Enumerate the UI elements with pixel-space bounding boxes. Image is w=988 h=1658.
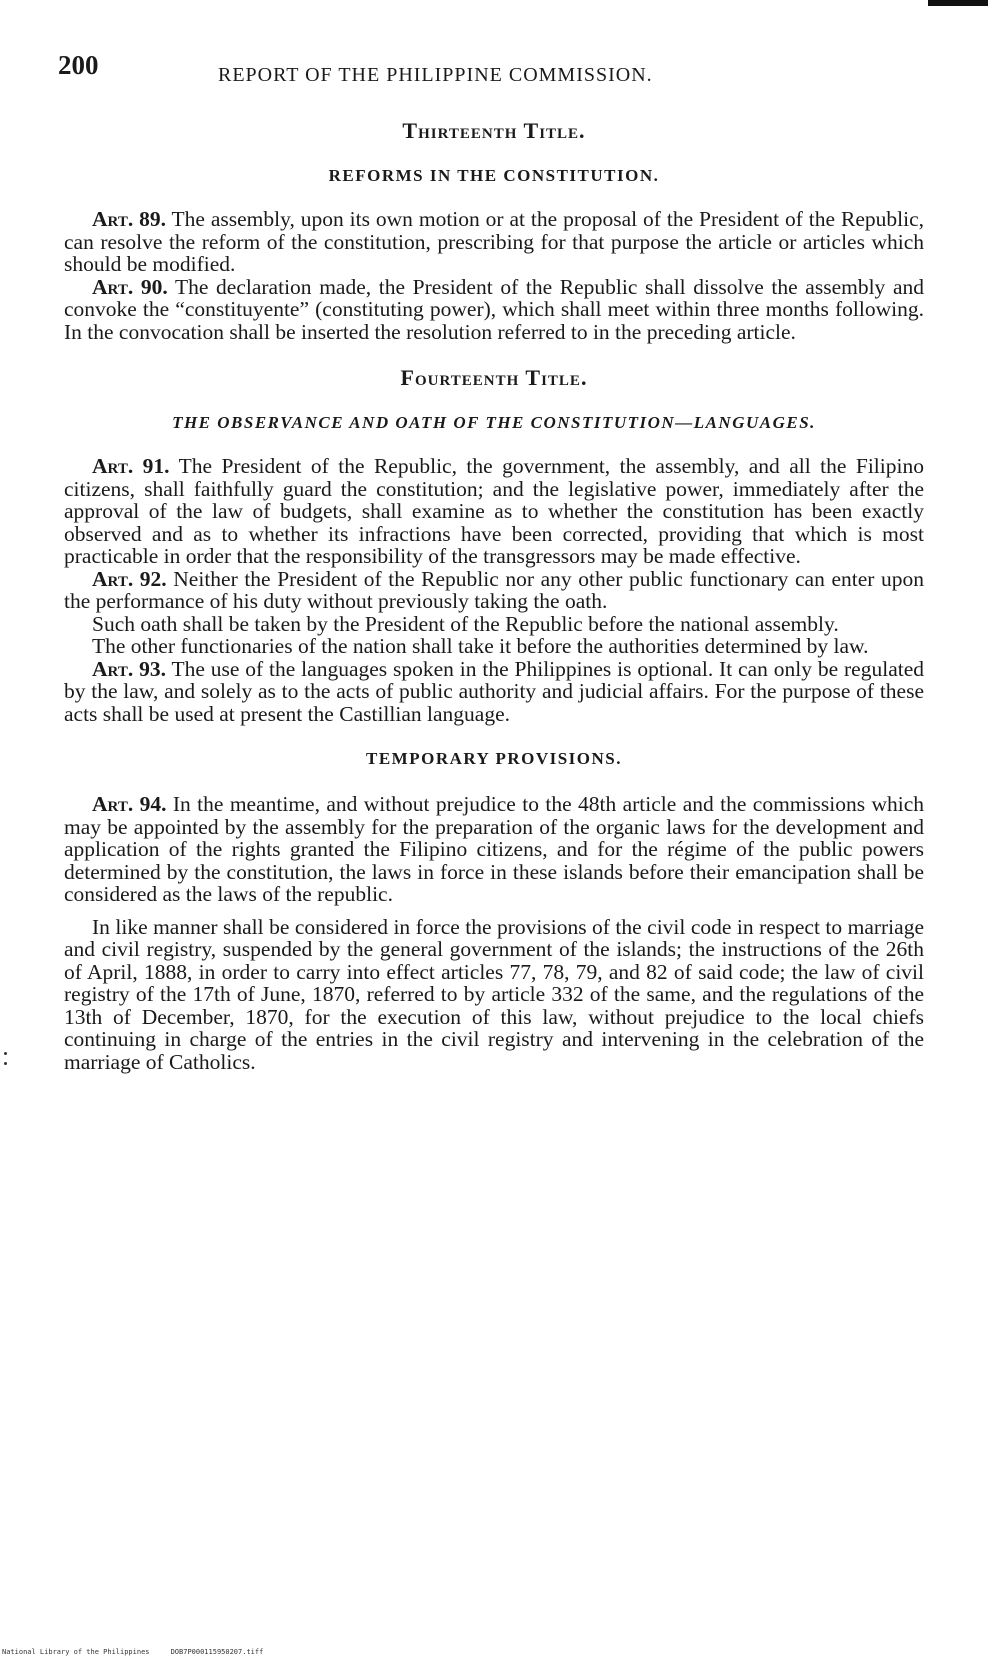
scan-artifact <box>928 0 988 6</box>
paragraph-text: In like manner shall be considered in force the provisions of the civil code in respect to marriage and civil registry, suspended by the general government of the islands; the instructions of the 26th of April, 1888, in order to carry into effect articles 77, 78, 79, and 82 of said code; the law of civil registry of the 17th of June, 1870, referred to by article 332 of the same, and the regulations of the 13th of December, 1870, for the execution of this law, without prejudice to the local chiefs continuing in charge of the entries in the civil registry and intervening in the celebration of the marriage of Catholics. <box>64 914 924 1074</box>
article-number: Art. 91. <box>92 454 170 478</box>
section-title: Fourteenth Title. <box>400 365 588 390</box>
article-number: Art. 90. <box>92 274 168 299</box>
section-subtitle: TEMPORARY PROVISIONS. <box>365 749 622 768</box>
article-text: The assembly, upon its own motion or at the proposal of the President of the Republic, can resolve the reform of the constitution, prescribing for that purpose the article or articles which should be modified. <box>64 207 924 276</box>
scan-footer <box>2 1648 263 1656</box>
paragraph-civil-code <box>64 916 924 1074</box>
article-number: Art. 89. <box>92 207 166 231</box>
library-name: National Library of the Philippines <box>2 1648 150 1656</box>
paragraph-art-90 <box>64 276 924 344</box>
running-head: REPORT OF THE PHILIPPINE COMMISSION. <box>218 64 653 86</box>
paragraph-text: The other functionaries of the nation shall take it before the authorities determined by law. <box>92 634 869 658</box>
page-header <box>58 50 928 90</box>
section-title: Thirteenth Title. <box>402 118 586 143</box>
paragraph-art-89 <box>64 208 924 276</box>
scan-speck <box>4 1062 7 1065</box>
article-text: The President of the Republic, the government, the assembly, and all the Filipino citizens, shall faithfully guard the constitution; and the legislative power, immediately after the approval of the law of budgets, shall examine as to whether the constitution has been exactly observed and as to whether its infractions have been corrected, providing that which is most practicable in order that the responsibility of the transgressors may be made effective. <box>64 454 924 568</box>
article-text: The declaration made, the President of the Republic shall dissolve the assembly and convoke the “constituyente” (constituting power), which shall meet within three months following. In the convocation shall be inserted the resolution referred to in the preceding article. <box>64 274 924 344</box>
article-text: Neither the President of the Republic nor any other public functionary can enter upon the performance of his duty without previously taking the oath. <box>64 566 924 613</box>
paragraph-art-93 <box>64 658 924 726</box>
file-name: DOB7P000115950207.tiff <box>170 1648 264 1656</box>
section-subtitle: REFORMS IN THE CONSTITUTION. <box>328 166 660 185</box>
article-text: The use of the languages spoken in the Philippines is optional. It can only be regulated by the law, and solely as to the acts of public authority and judicial affairs. For the purpose of these acts shall be used at present the Castillian language. <box>64 656 924 726</box>
scan-speck <box>4 1052 7 1055</box>
section-subtitle: THE OBSERVANCE AND OATH OF THE CONSTITUTION—LANGUAGES. <box>172 413 816 432</box>
article-text: In the meantime, and without prejudice to the 48th article and the commissions which may be appointed by the assembly for the preparation of the organic laws for the development and application of the rights granted the Filipino citizens, and for the régime of the public powers determined by the constitution, the laws in force in these islands before their emancipation shall be considered as the laws of the republic. <box>64 792 925 906</box>
page-number: 200 <box>58 50 99 80</box>
paragraph-art-92 <box>64 568 924 613</box>
paragraph-functionaries <box>64 635 924 658</box>
document-body <box>64 112 924 1073</box>
article-number: Art. 94. <box>92 792 167 816</box>
article-number: Art. 93. <box>92 656 166 681</box>
paragraph-oath <box>64 613 924 636</box>
paragraph-art-94 <box>64 793 924 906</box>
paragraph-text: Such oath shall be taken by the President of the Republic before the national assembly. <box>92 611 839 636</box>
article-number: Art. 92. <box>92 566 167 591</box>
paragraph-art-91 <box>64 455 924 568</box>
